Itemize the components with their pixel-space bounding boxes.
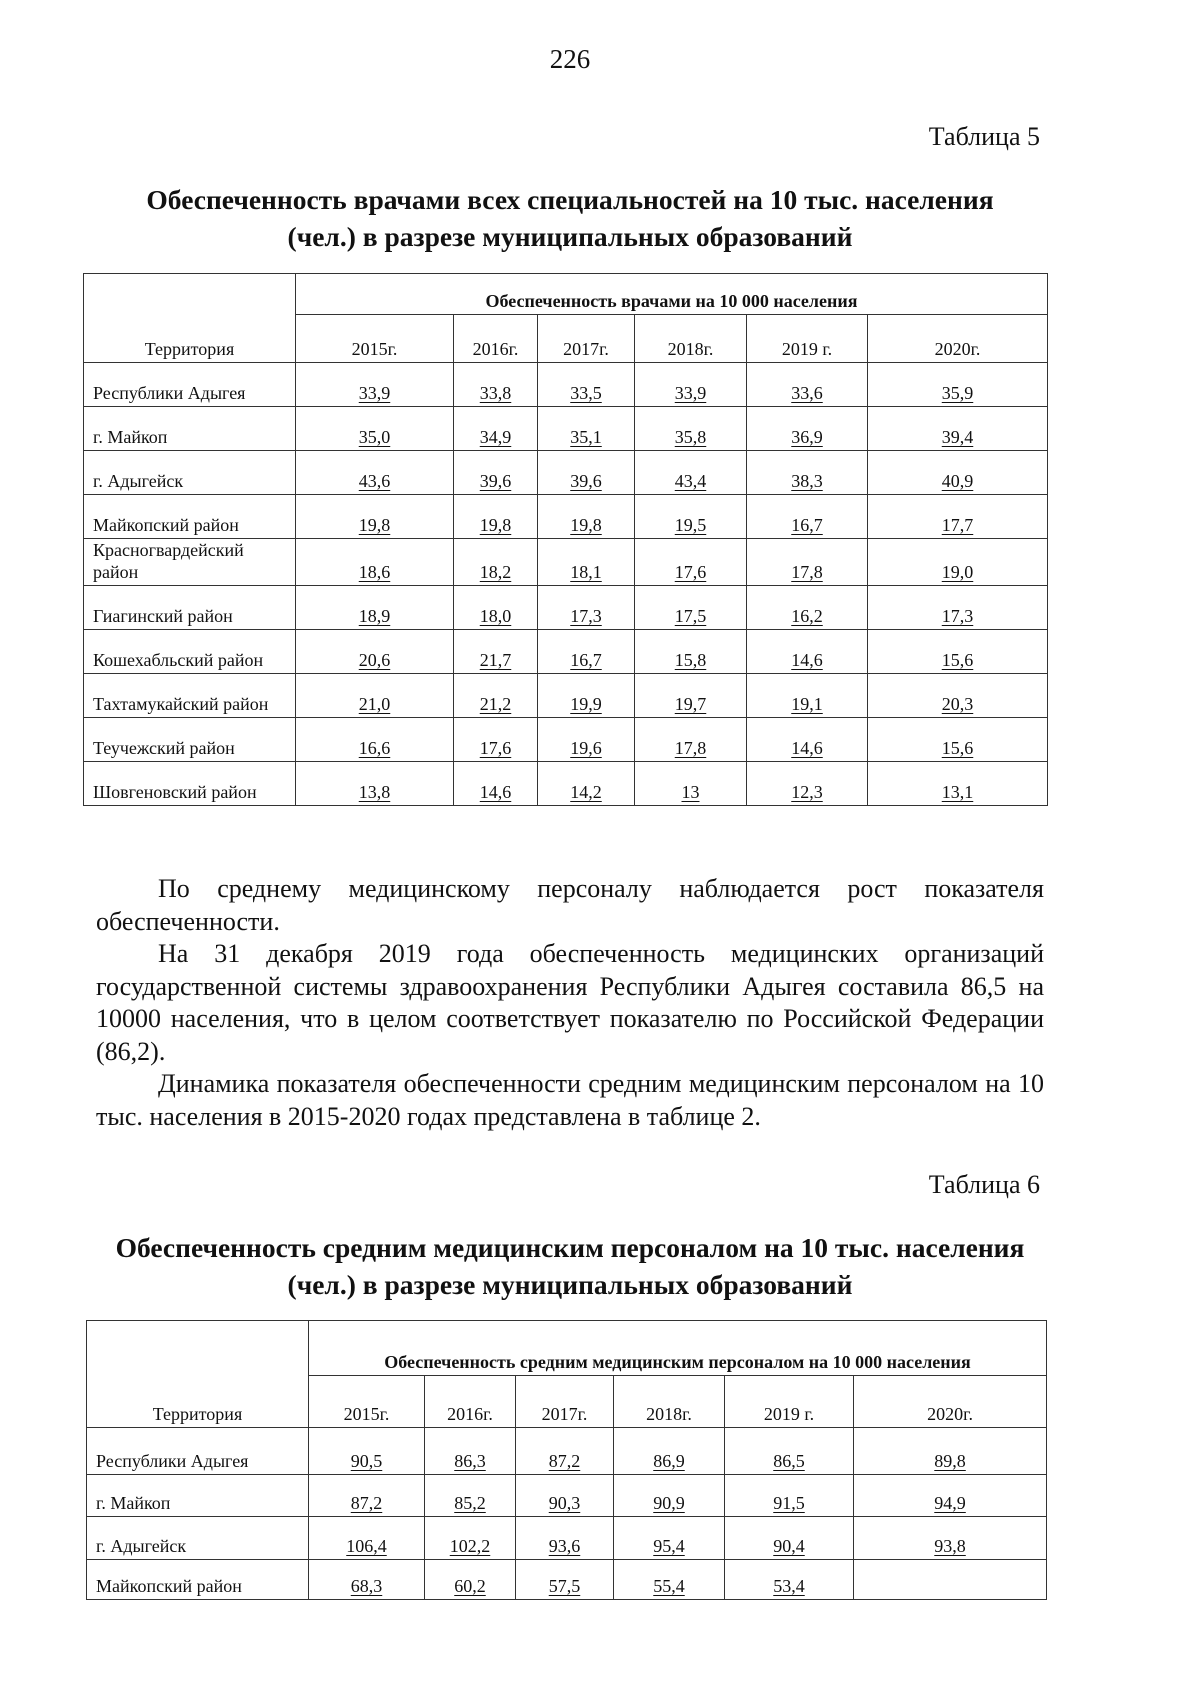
value-cell (868, 539, 1048, 586)
table5-title-line1: Обеспеченность врачами всех специальностей на 10 тыс. населения (146, 184, 994, 215)
value-text: 21,7 (479, 650, 512, 670)
value-text: 34,9 (479, 427, 512, 447)
value-text: 19,8 (479, 515, 512, 535)
value-cell (454, 630, 538, 674)
value-cell (454, 407, 538, 451)
value-cell (454, 674, 538, 718)
territory-cell: Кошехабльский район (84, 630, 296, 674)
value-text: 90,4 (773, 1536, 805, 1556)
value-cell (425, 1428, 516, 1475)
value-cell (868, 630, 1048, 674)
value-text: 39,4 (941, 427, 974, 447)
value-text: 87,2 (350, 1493, 383, 1513)
value-text: 57,5 (548, 1576, 581, 1596)
table-row (87, 1560, 1047, 1600)
value-text: 106,4 (346, 1536, 387, 1556)
value-cell (309, 1428, 425, 1475)
value-text: 20,3 (941, 694, 974, 714)
value-text: 60,2 (454, 1576, 486, 1596)
value-text: 86,9 (653, 1451, 685, 1471)
value-text: 19,0 (941, 562, 974, 582)
value-cell (747, 586, 868, 630)
value-text: 55,4 (653, 1576, 685, 1596)
value-cell (854, 1517, 1047, 1560)
value-cell (454, 586, 538, 630)
value-text: 12,3 (791, 782, 823, 802)
territory-cell: Шовгеновский район (84, 762, 296, 806)
value-cell (309, 1560, 425, 1600)
table6-year-header: 2019 г. (725, 1376, 854, 1428)
value-cell (516, 1475, 614, 1517)
value-text: 35,8 (674, 427, 707, 447)
territory-cell: Республики Адыгея (87, 1428, 309, 1475)
value-text: 17,7 (941, 515, 974, 535)
value-text: 17,8 (674, 738, 707, 758)
value-cell (747, 363, 868, 407)
value-cell (747, 762, 868, 806)
table6-year-header: 2015г. (309, 1376, 425, 1428)
value-cell (296, 630, 454, 674)
value-cell (614, 1517, 725, 1560)
value-text: 17,3 (941, 606, 974, 626)
value-text: 33,5 (570, 383, 602, 403)
table5-year-header: 2015г. (296, 315, 454, 363)
value-text: 39,6 (479, 471, 512, 491)
table-row (87, 1428, 1047, 1475)
value-text: 21,2 (479, 694, 512, 714)
value-text: 14,6 (791, 650, 823, 670)
value-cell (725, 1475, 854, 1517)
value-text: 21,0 (358, 694, 391, 714)
value-cell (868, 407, 1048, 451)
value-text: 18,0 (479, 606, 512, 626)
value-cell (296, 539, 454, 586)
table-row (84, 630, 1048, 674)
table6-title (75, 1229, 1065, 1303)
value-text: 90,9 (653, 1493, 685, 1513)
value-text: 90,5 (350, 1451, 383, 1471)
value-text: 18,1 (570, 562, 602, 582)
territory-cell: Республики Адыгея (84, 363, 296, 407)
value-text: 16,6 (358, 738, 391, 758)
value-text: 33,9 (674, 383, 707, 403)
value-text: 19,8 (570, 515, 602, 535)
value-cell (454, 539, 538, 586)
value-text: 38,3 (791, 471, 823, 491)
value-text: 19,7 (674, 694, 707, 714)
value-cell (538, 586, 635, 630)
value-cell (635, 718, 747, 762)
value-cell (296, 674, 454, 718)
value-cell (868, 718, 1048, 762)
value-cell (296, 407, 454, 451)
value-text: 14,2 (570, 782, 602, 802)
value-text: 17,6 (674, 562, 707, 582)
value-cell (538, 674, 635, 718)
table6 (86, 1320, 1047, 1600)
value-cell (296, 451, 454, 495)
table5-title-line2: (чел.) в разрезе муниципальных образований (287, 221, 853, 252)
value-text: 68,3 (350, 1576, 383, 1596)
table5 (83, 273, 1048, 806)
value-cell (516, 1428, 614, 1475)
territory-cell: Теучежский район (84, 718, 296, 762)
table5-title (85, 181, 1055, 255)
value-text: 13 (681, 782, 700, 802)
value-cell (614, 1560, 725, 1600)
table6-title-line1: Обеспеченность средним медицинским персоналом на 10 тыс. населения (115, 1232, 1025, 1263)
value-text: 14,6 (791, 738, 823, 758)
value-cell (454, 762, 538, 806)
value-text: 18,9 (358, 606, 391, 626)
value-cell (296, 718, 454, 762)
value-text: 94,9 (934, 1493, 966, 1513)
value-text: 33,8 (479, 383, 512, 403)
value-cell (747, 539, 868, 586)
table5-year-header: 2018г. (635, 315, 747, 363)
table6-body (87, 1428, 1047, 1600)
value-cell (309, 1475, 425, 1517)
value-cell (635, 451, 747, 495)
value-text: 102,2 (449, 1536, 491, 1556)
value-text: 13,1 (941, 782, 974, 802)
value-cell (635, 363, 747, 407)
table6-title-line2: (чел.) в разрезе муниципальных образований (287, 1269, 853, 1300)
table5-body (84, 363, 1048, 806)
value-cell (516, 1560, 614, 1600)
value-text: 93,8 (934, 1536, 966, 1556)
value-cell (635, 674, 747, 718)
value-text: 17,3 (570, 606, 602, 626)
value-cell (854, 1475, 1047, 1517)
value-text: 86,3 (454, 1451, 486, 1471)
table-row (84, 674, 1048, 718)
table-row (87, 1475, 1047, 1517)
value-cell (296, 762, 454, 806)
value-text: 33,6 (791, 383, 823, 403)
value-cell (538, 451, 635, 495)
table-row (84, 495, 1048, 539)
value-cell (725, 1517, 854, 1560)
value-text: 16,7 (570, 650, 602, 670)
territory-cell: г. Майкоп (87, 1475, 309, 1517)
value-cell (538, 630, 635, 674)
value-text: 19,5 (674, 515, 707, 535)
table-row (84, 718, 1048, 762)
value-text: 18,6 (358, 562, 391, 582)
value-cell (868, 762, 1048, 806)
table6-group-header: Обеспеченность средним медицинским персоналом на 10 000 населения (309, 1321, 1047, 1376)
value-text: 13,8 (358, 782, 391, 802)
value-cell (747, 495, 868, 539)
value-text: 36,9 (791, 427, 823, 447)
table5-year-header: 2016г. (454, 315, 538, 363)
table-row (84, 539, 1048, 586)
value-text: 90,3 (548, 1493, 581, 1513)
value-cell (635, 495, 747, 539)
table5-year-header: 2019 г. (747, 315, 868, 363)
value-cell (747, 674, 868, 718)
value-text: 17,5 (674, 606, 707, 626)
table6-year-header: 2017г. (516, 1376, 614, 1428)
value-cell (635, 630, 747, 674)
table-row (87, 1517, 1047, 1560)
value-cell (538, 407, 635, 451)
value-cell (635, 762, 747, 806)
paragraph-1: По среднему медицинскому персоналу наблюдается рост показателя обеспеченности. (96, 874, 1044, 936)
value-cell (538, 539, 635, 586)
value-cell (614, 1428, 725, 1475)
value-cell (516, 1517, 614, 1560)
value-cell (747, 451, 868, 495)
value-text: 40,9 (941, 471, 974, 491)
value-cell (725, 1428, 854, 1475)
value-cell (454, 495, 538, 539)
table-row (84, 451, 1048, 495)
value-cell (747, 718, 868, 762)
value-cell (296, 586, 454, 630)
page-number: 226 (549, 44, 591, 74)
value-cell (538, 363, 635, 407)
value-text: 19,8 (358, 515, 391, 535)
value-cell (538, 762, 635, 806)
value-text: 15,6 (941, 738, 974, 758)
value-text: 93,6 (548, 1536, 581, 1556)
territory-cell: г. Адыгейск (84, 451, 296, 495)
table6-year-header: 2020г. (854, 1376, 1047, 1428)
value-text: 35,1 (570, 427, 602, 447)
value-cell (296, 495, 454, 539)
value-text: 95,4 (653, 1536, 685, 1556)
value-cell (296, 363, 454, 407)
value-cell (538, 495, 635, 539)
value-text: 19,6 (570, 738, 602, 758)
value-cell (454, 451, 538, 495)
value-cell (635, 539, 747, 586)
table6-territory-header: Территория (87, 1321, 309, 1428)
value-text: 15,6 (941, 650, 974, 670)
territory-cell: г. Майкоп (84, 407, 296, 451)
table6-year-header: 2016г. (425, 1376, 516, 1428)
table6-year-header: 2018г. (614, 1376, 725, 1428)
table6-caption: Таблица 6 (928, 1170, 1040, 1199)
value-cell (425, 1517, 516, 1560)
table-row (84, 586, 1048, 630)
value-cell (614, 1475, 725, 1517)
paragraph-2: На 31 декабря 2019 года обеспеченность медицинских организаций государственной системы здравоохранения Республики Адыгея составила 86,5 на 10000 населения, что в целом соответствует показателю по Российской Федерации (86,2). (96, 939, 1044, 1066)
value-cell (747, 407, 868, 451)
table5-group-header: Обеспеченность врачами на 10 000 населения (296, 274, 1048, 315)
value-text: 87,2 (548, 1451, 581, 1471)
value-cell (868, 586, 1048, 630)
value-cell (454, 363, 538, 407)
value-text: 17,6 (479, 738, 512, 758)
body-text (96, 873, 1044, 1133)
territory-cell: Красногвардейский район (84, 539, 296, 586)
value-text: 16,2 (791, 606, 823, 626)
table5-territory-header: Территория (84, 274, 296, 363)
value-cell (854, 1428, 1047, 1475)
value-text: 86,5 (773, 1451, 805, 1471)
territory-cell: Гиагинский район (84, 586, 296, 630)
table-row (84, 762, 1048, 806)
value-cell (868, 451, 1048, 495)
value-cell (868, 674, 1048, 718)
value-text: 43,4 (674, 471, 707, 491)
table5-year-header: 2020г. (868, 315, 1048, 363)
value-cell (425, 1475, 516, 1517)
value-cell (635, 586, 747, 630)
territory-cell: г. Адыгейск (87, 1517, 309, 1560)
value-cell (725, 1560, 854, 1600)
value-cell (854, 1560, 1047, 1600)
value-cell (868, 363, 1048, 407)
table5-year-header: 2017г. (538, 315, 635, 363)
value-cell (454, 718, 538, 762)
value-cell (747, 630, 868, 674)
value-cell (309, 1517, 425, 1560)
value-text: 33,9 (358, 383, 391, 403)
table-row (84, 363, 1048, 407)
table5-caption: Таблица 5 (928, 122, 1040, 151)
value-text: 85,2 (454, 1493, 486, 1513)
value-text: 91,5 (773, 1493, 805, 1513)
paragraph-3: Динамика показателя обеспеченности средним медицинским персоналом на 10 тыс. населения в 2015-2020 годах представлена в таблице 2. (96, 1069, 1044, 1131)
value-text: 20,6 (358, 650, 391, 670)
value-text: 15,8 (674, 650, 707, 670)
value-text: 43,6 (358, 471, 391, 491)
territory-cell: Майкопский район (84, 495, 296, 539)
value-cell (635, 407, 747, 451)
table-row (84, 407, 1048, 451)
value-text: 16,7 (791, 515, 823, 535)
value-text: 17,8 (791, 562, 823, 582)
territory-cell: Майкопский район (87, 1560, 309, 1600)
value-text: 35,9 (941, 383, 974, 403)
value-cell (425, 1560, 516, 1600)
value-cell (538, 718, 635, 762)
territory-cell: Тахтамукайский район (84, 674, 296, 718)
value-text: 19,1 (791, 694, 823, 714)
value-cell (868, 495, 1048, 539)
value-text: 39,6 (570, 471, 602, 491)
value-text: 35,0 (358, 427, 391, 447)
value-text: 18,2 (479, 562, 512, 582)
value-text: 14,6 (479, 782, 512, 802)
value-text: 89,8 (934, 1451, 966, 1471)
value-text: 53,4 (773, 1576, 805, 1596)
value-text: 19,9 (570, 694, 602, 714)
